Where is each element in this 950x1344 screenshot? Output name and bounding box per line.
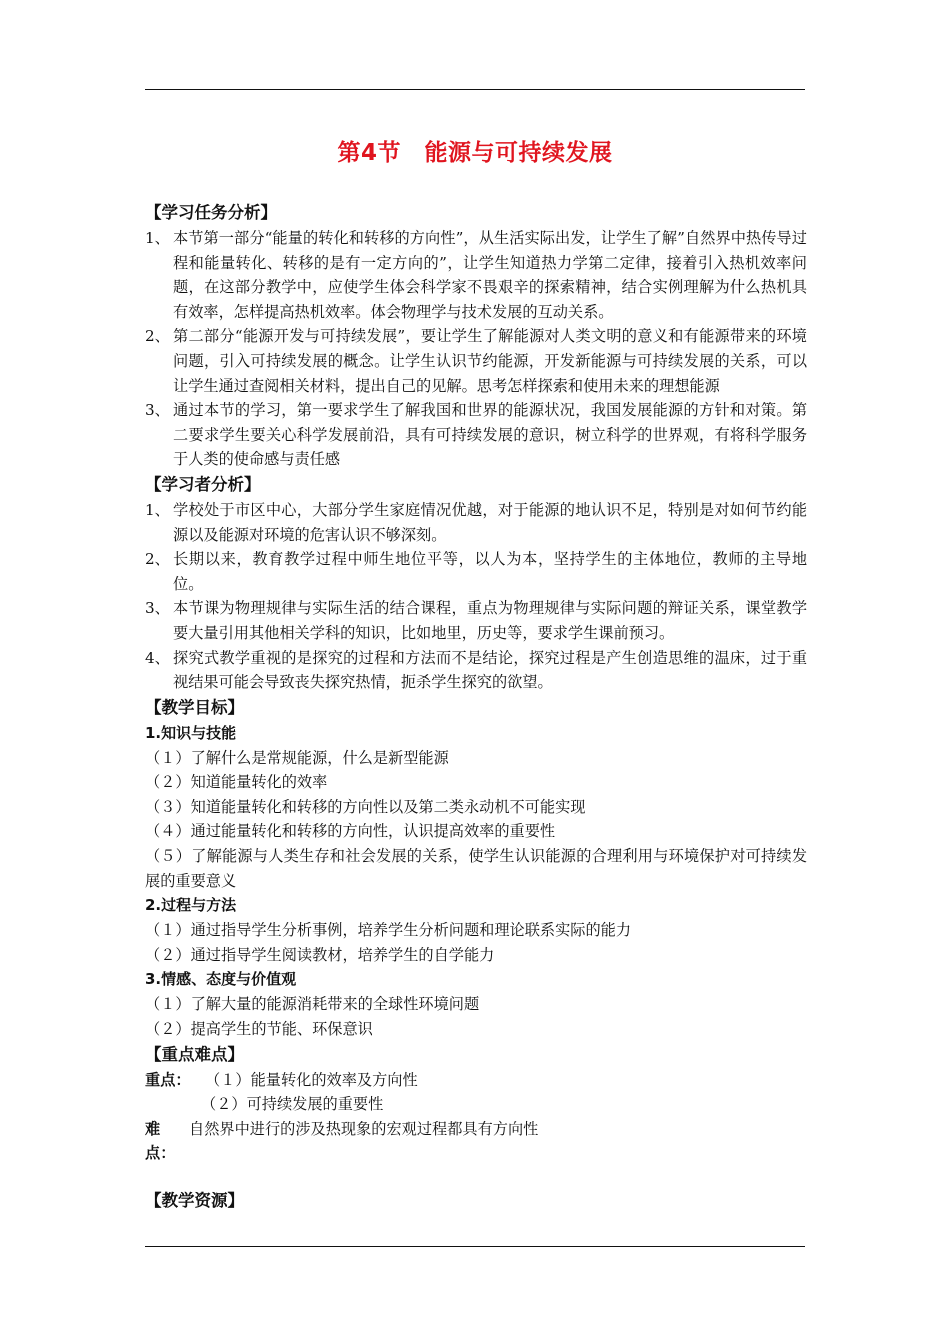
key-item: （２）可持续发展的重要性 <box>201 1095 384 1114</box>
list-item: （１）通过指导学生分析事例，培养学生分析问题和理论联系实际的能力 <box>145 921 631 940</box>
list-item: 4、 探究式教学重视的是探究的过程和方法而不是结论，探究过程是产生创造思维的温床，过于重视结果可能会导致丧失探究热情，扼杀学生探究的欲望。 <box>145 648 807 692</box>
list-item: 1、 学校处于市区中心，大部分学生家庭情况优越，对于能源的地认识不足，特别是对如何节约能源以及能源对环境的危害认识不够深刻。 <box>145 500 807 544</box>
hard-point-row <box>145 1117 807 1166</box>
section-heading-resources: 【教学资源】 <box>145 1191 244 1210</box>
section-heading-learner: 【学习者分析】 <box>145 474 261 494</box>
list-item: （１）了解大量的能源消耗带来的全球性环境问题 <box>145 995 480 1014</box>
list-item: 2、 长期以来，教育教学过程中师生地位平等，以人为本，坚持学生的主体地位，教师的主导地位。 <box>145 550 807 593</box>
list-item: （２）提高学生的节能、环保意识 <box>145 1020 373 1039</box>
list-item: （２）知道能量转化的效率 <box>145 773 328 792</box>
list-item: （５）了解能源与人类生存和社会发展的关系，使学生认识能源的合理利用与环境保护对可持续发展的重要意义 <box>145 847 807 890</box>
list-item: （２）通过指导学生阅读教材，培养学生的自学能力 <box>145 945 495 964</box>
section-heading-keypoints: 【重点难点】 <box>145 1044 244 1064</box>
list-item: （１）了解什么是常规能源，什么是新型能源 <box>145 748 449 767</box>
list-item: 3、 通过本节的学习，第一要求学生了解我国和世界的能源状况，我国发展能源的方针和对策。第二要求学生要关心科学发展前沿，具有可持续发展的意识，树立科学的世界观，有将科学服务于人类的使命感与责任感 <box>145 401 807 469</box>
key-item: （１）能量转化的效率及方向性 <box>205 1070 418 1089</box>
footer-rule <box>145 1246 805 1247</box>
document-body <box>145 200 807 1214</box>
list-item: 3、 本节课为物理规律与实际生活的结合课程，重点为物理规律与实际问题的辩证关系，课堂教学要大量引用其他相关学科的知识，比如地里，历史等，要求学生课前预习。 <box>145 599 807 642</box>
hard-label: 难点： <box>145 1119 176 1163</box>
section-heading-task: 【学习任务分析】 <box>145 203 277 222</box>
section-heading-goals: 【教学目标】 <box>145 697 244 717</box>
subheading-knowledge: 1.知识与技能 <box>145 723 237 742</box>
list-item: （４）通过能量转化和转移的方向性，认识提高效率的重要性 <box>145 822 556 841</box>
list-item: 1、 本节第一部分“能量的转化和转移的方向性”，从生活实际出发，让学生了解”自然界中热传导过程和能量转化、转移的是有一定方向的”，让学生知道热力学第二定律，接着引入热机效率问题，在这部分教学中，应使学生体会科学家不畏艰辛的探索精神，结合实例理解为什么热机具有效率，怎样提高热机效率。体会物理学与技术发展的互动关系。 <box>145 229 807 321</box>
page-title: 第4节 能源与可持续发展 <box>337 140 613 166</box>
hard-text: 自然界中进行的涉及热现象的宏观过程都具有方向性 <box>189 1119 539 1138</box>
subheading-process: 2.过程与方法 <box>145 896 237 915</box>
list-item: 2、 第二部分“能源开发与可持续发展”，要让学生了解能源对人类文明的意义和有能源带来的环境问题，引入可持续发展的概念。让学生认识节约能源，开发新能源与可持续发展的关系，可以让学生通过查阅相关材料，提出自己的见解。思考怎样探索和使用未来的理想能源 <box>145 327 807 395</box>
subheading-emotion: 3.情感、态度与价值观 <box>145 970 297 989</box>
key-label: 重点： <box>145 1070 191 1089</box>
list-item: （３）知道能量转化和转移的方向性以及第二类永动机不可能实现 <box>145 797 586 816</box>
header-rule <box>145 89 805 90</box>
key-point-row <box>145 1068 807 1093</box>
